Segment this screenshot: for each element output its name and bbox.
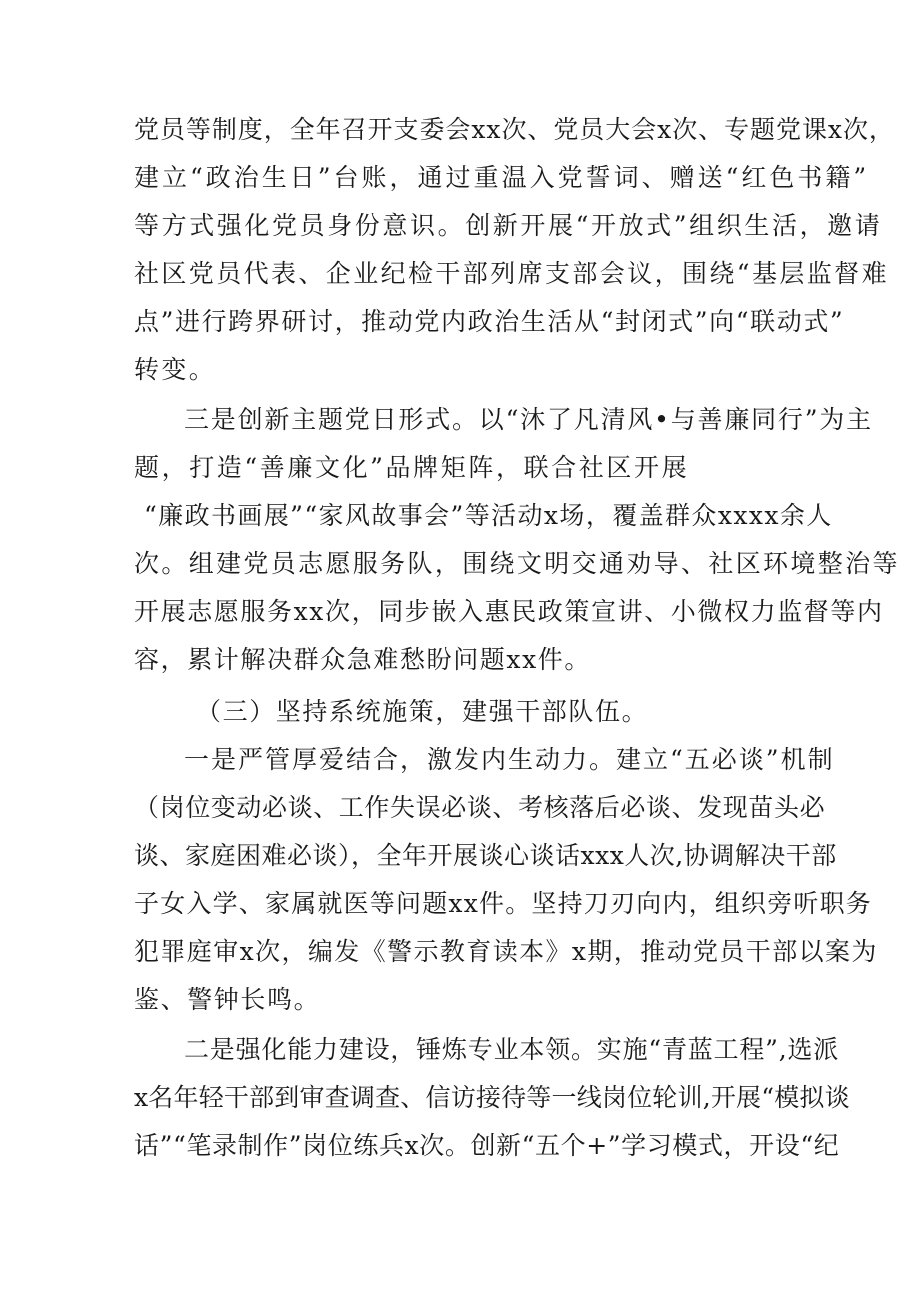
text-line: 话”“笔录制作”岗位练兵x次。创新“五个+”学习模式，开设“纪 <box>134 1131 840 1160</box>
text-line: 次。组建党员志愿服务队，围绕文明交通劝导、社区环境整治等 <box>134 549 900 578</box>
text-line: “廉政书画展”“家风故事会”等活动x场，覆盖群众xxxx余人 <box>144 501 833 530</box>
text-line: 建立“政治生日”台账，通过重温入党誓词、赠送“红色书籍” <box>134 163 870 192</box>
text-line: 题，打造“善廉文化”品牌矩阵，联合社区开展 <box>134 453 690 482</box>
paragraph-lead-line: 三是创新主题党日形式。以“沐了凡清风•与善廉同行”为主 <box>184 405 873 434</box>
text-line: 党员等制度，全年召开支委会xx次、党员大会x次、专题党课x次， <box>134 115 895 144</box>
section-heading: （三）坚持系统施策，建强干部队伍。 <box>196 697 649 726</box>
paragraph-lead-line: 一是严管厚爱结合，激发内生动力。建立“五必谈”机制 <box>184 745 835 774</box>
text-line: x名年轻干部到审查调查、信访接待等一线岗位轮训,开展“模拟谈 <box>134 1083 850 1112</box>
text-line: 等方式强化党员身份意识。创新开展“开放式”组织生活，邀请 <box>134 211 883 240</box>
paragraph-lead-line: 二是强化能力建设，锤炼专业本领。实施“青蓝工程”,选派 <box>184 1035 840 1064</box>
text-line: 犯罪庭审x次，编发《警示教育读本》x期，推动党员干部以案为 <box>134 937 878 966</box>
text-line: 开展志愿服务xx次，同步嵌入惠民政策宣讲、小微权力监督等内 <box>134 597 884 626</box>
text-line: 鉴、警钟长鸣。 <box>134 985 321 1014</box>
text-line: 转变。 <box>134 355 217 384</box>
text-line: 子女入学、家属就医等问题xx件。坚持刀刃向内，组织旁听职务 <box>134 889 873 918</box>
text-line: 点”进行跨界研讨，推动党内政治生活从“封闭式”向“联动式” <box>134 307 845 336</box>
text-line: 社区党员代表、企业纪检干部列席支部会议，围绕“基层监督难 <box>134 259 889 288</box>
text-line: 谈、家庭困难必谈），全年开展谈心谈话xxx人次,协调解决干部 <box>134 841 837 870</box>
text-line: （岗位变动必谈、工作失误必谈、考核落后必谈、发现苗头必 <box>134 793 826 822</box>
text-line: 容，累计解决群众急难愁盼问题xx件。 <box>134 645 591 674</box>
